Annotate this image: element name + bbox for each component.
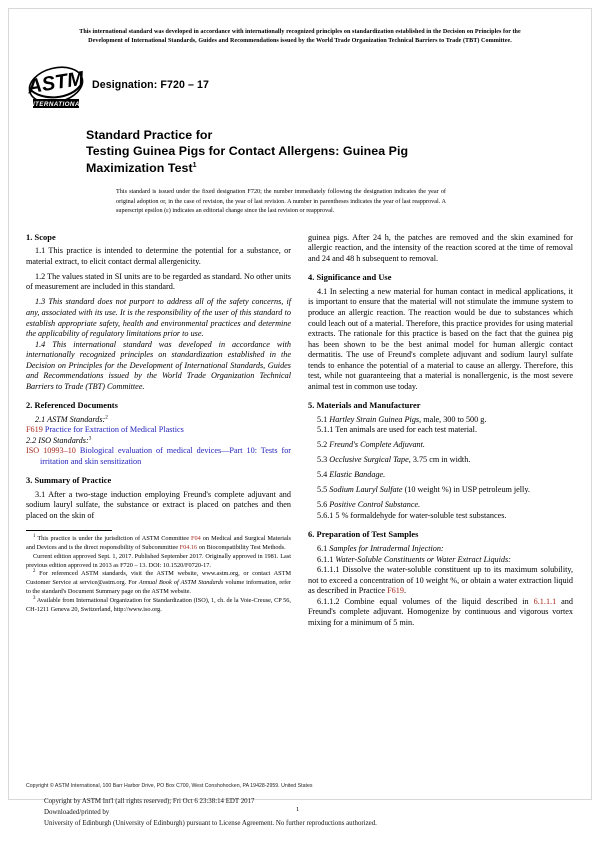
paragraph-6-1-1 <box>308 555 573 566</box>
footnote-3 <box>26 597 291 615</box>
paragraph-6-1-1-1-text-b: . <box>403 586 407 596</box>
footnote-2-text-a: For referenced ASTM standards, visit the ASTM website, www.astm.org, or contact ASTM Customer Service at service@astm.org. For <box>26 570 291 587</box>
reference-iso-10993 <box>26 446 291 467</box>
page-number: 1 <box>296 806 300 813</box>
iso-standards-label: 2.2 ISO Standards: <box>26 435 89 445</box>
paragraph-6-1-italic: Samples for Intradermal Injection: <box>329 543 444 553</box>
paragraph-6-1-1-2-text-b: and Freund's complete adjuvant. Homogenize by continuous and vigorous vortex mixing for a minimum of 5 min. <box>308 596 573 627</box>
title-line-3: Maximization Test <box>86 160 193 175</box>
footnote-1-text-c: on Biocompatibility Test Methods. <box>197 543 286 551</box>
paragraph-6-1 <box>308 544 573 555</box>
download-line-1: Copyright by ASTM Int'l (all rights reserved); Fri Oct 6 23:38:14 EDT 2017 <box>44 798 255 805</box>
paragraph-5-3-rest: , 3.75 cm in width. <box>408 455 471 465</box>
download-line-2: Downloaded/printed by <box>44 809 110 817</box>
footnote-1-marker: 1 <box>33 533 36 539</box>
paragraph-1-1: 1.1 This practice is intended to determine the potential for a substance, or material extract, to elicit contact dermal allergenicity. <box>26 246 291 266</box>
reference-link-f619-body[interactable]: F619 <box>387 586 404 596</box>
paragraph-5-2 <box>308 440 573 451</box>
paragraph-6-1-1-2-text-a: 6.1.1.2 Combine equal volumes of the liquid described in <box>317 596 534 606</box>
title-footnote-marker: 1 <box>192 161 197 169</box>
footnote-1-current-edition: Current edition approved Sept. 1, 2017. Published September 2017. Originally approved in 1981. Last previous edition approved in 2013 as F720 – 13. DOI: 10.1520/F0720-17. <box>26 552 291 569</box>
tbt-statement-line2: Development of International Standards, Guides and Recommendations issued by the World Trade Organization Technical Barriers to Trade (TBT) Committee. <box>88 38 512 45</box>
heading-referenced-documents: 2. Referenced Documents <box>26 401 118 411</box>
paragraph-1-2: 1.2 The values stated in SI units are to be regarded as standard. No other units of measurement are included in this standard. <box>26 271 291 292</box>
reference-astm-f619 <box>26 425 291 436</box>
paragraph-5-3 <box>308 455 573 466</box>
paragraph-5-5 <box>308 485 573 496</box>
paragraph-3-1: 3.1 After a two-stage induction employing Freund's complete adjuvant and sodium lauryl sulfate, the substance or extract is placed on patches and then placed on the skin of <box>26 489 291 520</box>
astm-logo-icon <box>26 63 86 113</box>
svg-text:ASTM: ASTM <box>26 67 86 99</box>
paragraph-5-4-number: 5.4 <box>317 470 328 480</box>
right-column <box>308 233 573 628</box>
paragraph-5-5-number: 5.5 <box>317 485 328 495</box>
footnote-3-text: Available from International Organization for Standardization (ISO), 1, ch. de la Voie-Creuse, CP 56, CH-1211 Geneva 20, Switzerland, http://www.iso.org. <box>26 597 291 613</box>
footnote-1-link-f04[interactable]: F04 <box>191 534 201 542</box>
copyright-line: Copyright © ASTM International, 100 Barr Harbor Drive, PO Box C700, West Conshohocken, PA 19428-2959. United States <box>26 783 313 789</box>
footnote-1-text-b: on Medical and Surgical Materials and Devices and is the direct responsibility of Subcommittee <box>26 534 291 551</box>
reference-id-f619[interactable]: F619 <box>26 425 43 435</box>
title-line-1: Standard Practice for <box>86 127 213 142</box>
download-info-block <box>44 796 377 830</box>
paragraph-5-6-italic: Positive Control Substance. <box>329 500 421 510</box>
heading-summary-of-practice: 3. Summary of Practice <box>26 476 112 486</box>
paragraph-2-1-label <box>26 415 291 426</box>
paragraph-5-2-number: 5.2 <box>317 440 328 450</box>
footnote-marker-2: 2 <box>105 414 108 420</box>
footnote-separator <box>26 530 112 531</box>
paragraph-6-1-1-1 <box>308 565 573 597</box>
footnote-2-marker: 2 <box>33 569 36 575</box>
download-line-3: University of Edinburgh (University of Edinburgh) pursuant to License Agreement. No further reproductions authorized. <box>44 820 377 828</box>
reference-title-iso-10993-line2[interactable]: Part 10: Tests for irritation and skin sensitization <box>40 446 292 466</box>
paragraph-5-6-number: 5.6 <box>317 500 328 510</box>
paragraph-6-1-1-italic: Water-Soluble Constituents or Water Extract Liquids: <box>335 554 511 564</box>
issue-note: This standard is issued under the fixed designation F720; the number immediately following the designation indicates the year of original adoption or, in the case of revision, the year of last revision. A number in parentheses indicates the year of last reapproval. A superscript epsilon (ε) indicates an editorial change since the last revision or reapproval. <box>116 188 446 215</box>
footnote-1-text-a: This practice is under the jurisdiction of ASTM Committee <box>37 534 192 542</box>
paragraph-5-6-1: 5.6.1 5 % formaldehyde for water-soluble test substances. <box>317 510 507 520</box>
left-column <box>26 233 291 628</box>
paragraph-2-2-label <box>26 436 291 447</box>
footnote-1 <box>26 535 291 553</box>
footnote-3-marker: 3 <box>33 596 36 602</box>
paragraph-5-2-italic: Freund's Complete Adjuvant. <box>329 440 425 450</box>
paragraph-5-1 <box>308 415 573 426</box>
paragraph-5-5-rest: (10 weight %) in USP petroleum jelly. <box>402 485 530 495</box>
paragraph-5-5-italic: Sodium Lauryl Sulfate <box>329 485 403 495</box>
heading-preparation-of-test-samples: 6. Preparation of Test Samples <box>308 530 419 540</box>
paragraph-5-3-number: 5.3 <box>317 455 328 465</box>
paragraph-3-1-continued: guinea pigs. After 24 h, the patches are removed and the skin examined for allergic reaction, and the intensity of the reaction scored at the time of removal and 24 and 48 h subsequent to removal. <box>308 232 573 263</box>
footnote-marker-3: 3 <box>88 435 92 442</box>
paragraph-6-1-1-1-text-a: 6.1.1.1 Dissolve the water-soluble constituent up to its maximum solubility, not to exceed a concentration of 10 weight %, or obtain a water extraction liquid as described in Practice <box>308 565 573 596</box>
paragraph-1-3: 1.3 This standard does not purport to address all of the safety concerns, if any, associated with its use. It is the responsibility of the user of this standard to establish appropriate safety, health and environmental practices and determine the applicability of regulatory limitations prior to use. <box>26 297 291 339</box>
paragraph-5-4-italic: Elastic Bandage. <box>329 470 386 480</box>
body-columns <box>26 233 574 628</box>
paragraph-1-4: 1.4 This international standard was developed in accordance with internationally recognized principles on standardization established in the Decision on Principles for the Development of International Standards, Guides and Recommendations issued by the World Trade Organization Technical Barriers to Trade (TBT) Committee. <box>26 339 291 391</box>
paragraph-6-1-number: 6.1 <box>317 543 328 553</box>
title-block <box>86 127 574 176</box>
paragraph-5-1-1: 5.1.1 Ten animals are used for each test material. <box>317 425 478 435</box>
paragraph-6-1-1-2 <box>308 597 573 629</box>
paragraph-5-1-number: 5.1 <box>317 414 328 424</box>
reference-id-iso-10993[interactable]: ISO 10993–10 <box>26 446 76 456</box>
paragraph-6-1-1-number: 6.1.1 <box>317 554 334 564</box>
designation: Designation: F720 – 17 <box>92 78 210 91</box>
paragraph-5-6 <box>308 500 573 511</box>
paragraph-5-3-italic: Occlusive Surgical Tape <box>329 455 409 465</box>
heading-scope: 1. Scope <box>26 232 56 242</box>
paragraph-5-1-italic: Hartley Strain Guinea Pigs <box>329 414 420 424</box>
paragraph-5-4 <box>308 470 573 481</box>
footnote-2-text-b: volume information, refer to the standard's Document Summary page on the ASTM website. <box>26 579 292 596</box>
svg-text:INTERNATIONAL: INTERNATIONAL <box>27 100 85 108</box>
header-row <box>26 63 574 125</box>
title-line-2: Testing Guinea Pigs for Contact Allergens: Guinea Pig <box>86 144 409 159</box>
cross-reference-link-6-1-1-1[interactable]: 6.1.1.1 <box>533 596 557 606</box>
heading-significance-and-use: 4. Significance and Use <box>308 273 392 283</box>
reference-title-f619[interactable]: Practice for Extraction of Medical Plastics <box>44 425 184 435</box>
heading-materials-and-manufacturer: 5. Materials and Manufacturer <box>308 401 421 411</box>
footnote-2 <box>26 570 291 597</box>
paragraph-4-1: 4.1 In selecting a new material for human contact in medical applications, it is important to ensure that the material will not stimulate the immune system to produce an allergic reaction. The reaction would be due to substances which could leach out of a material. Therefore, this practice provides for using material extracts. The rationale for this practice is based on the fact that the guinea pig has been shown to be the best animal model for human allergic contact dermatitis. The use of Freund's complete adjuvant and sodium lauryl sulfate tends to enhance the potential of a material to cause an allergy. Therefore, this test, while not guaranteeing that a material is nonallergenic, is the most severe animal test in common use today. <box>308 286 573 391</box>
paragraph-5-1-rest: , male, 300 to 500 g. <box>419 414 487 424</box>
astm-standards-label: 2.1 ASTM Standards: <box>35 414 106 424</box>
document-title <box>86 127 574 176</box>
tbt-statement-line1: This international standard was developed in accordance with internationally recognized principles on standardization established in the Decision on Principles for the <box>79 29 521 35</box>
footnote-1-link-f0416[interactable]: F04.16 <box>179 543 198 551</box>
reference-title-iso-10993[interactable]: Biological evaluation of medical devices— <box>79 446 230 456</box>
tbt-statement <box>38 28 562 47</box>
footnote-2-italic: Annual Book of ASTM Standards <box>138 579 224 587</box>
page-content <box>26 18 574 628</box>
